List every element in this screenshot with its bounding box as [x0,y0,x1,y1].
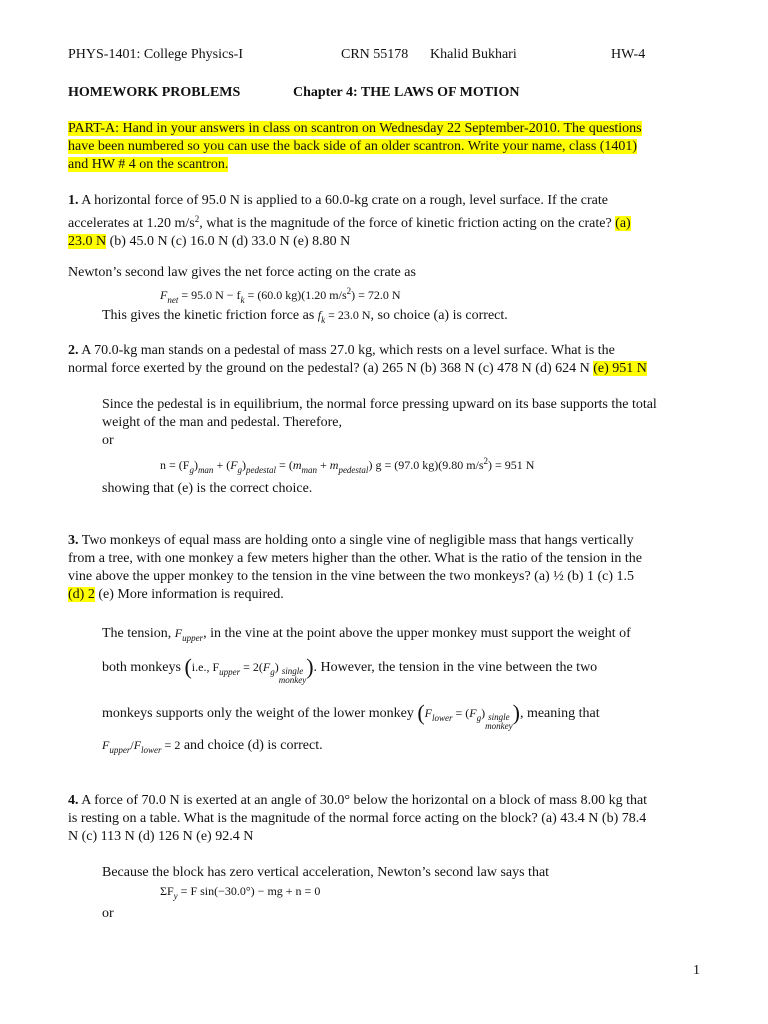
solution-text: monkeys supports only the weight of the lower monkey ($F_{lower} = (F_g)$ single monkey), meaning that [102,700,600,731]
part-a-instructions [68,120,708,174]
solution-text: This gives the kinetic friction force as $f_k = 23.0$ N, so choice (a) is correct. [102,308,508,325]
answer-highlight: (e) 951 N [593,361,647,376]
instructor-name: Khalid Bukhari [430,47,517,62]
answer-highlight: (a) [615,216,631,231]
question-number: 3. [68,533,79,548]
solution-text: Since the pedestal is in equilibrium, the normal force pressing upward on its base supports the total weight of the man and pedestal. Therefore, or [102,397,657,448]
crn: CRN 55178 [341,47,409,62]
question-number: 2. [68,343,79,358]
part-a-line: PART-A: Hand in your answers in class on scantron on Wednesday 22 September-2010. The questions [68,121,642,136]
solution-text: Newton’s second law gives the net force acting on the crate as [68,265,416,280]
solution-text: The tension, $F_{upper}$, in the vine at the point above the upper monkey must support the weight of [102,626,631,643]
equation: $F_{net} = 95.0$ $N - f_k = (60.0$ kg)(1.20 $m/s^2) = 72.0$ N [160,286,401,305]
part-a-line: and HW # 4 on the scantron. [68,157,229,172]
answer-highlight: 23.0 N [68,234,107,249]
question-number: 1. [68,193,79,208]
question-1: 1. A horizontal force of 95.0 N is applied to a 60.0-kg crate on a rough, level surface. If the crate accelerates at 1.20 $m/s^2$, what is the magnitude of the force of kinetic friction acting on the crate? (a) 23.0 N (b) 45.0 N (c) 16.0 N (d) 33.0 N (e) 8.80 N [68,193,631,249]
question-4: 4. A force of 70.0 N is exerted at an angle of 30.0° below the horizontal on a block of mass 8.00 kg that is resting on a table. What is the magnitude of the normal force acting on the block? (a) 43.4 N (b) 78.4 N (c) 113 N (d) 126 N (e) 92.4 N [68,793,648,844]
hw-number: HW-4 [611,47,646,62]
question-3: 3. Two monkeys of equal mass are holding onto a single vine of negligible mass that hangs vertically from a tree, with one monkey a few meters higher than the other. What is the ratio of the tension in the vine above the upper monkey to the tension in the vine between the two monkeys? (a) ½ (b) 1 (c) 1.5 (d) 2 (e) More information is required. [68,533,642,602]
solution-text: $F_{upper}/F_{lower} = 2$ and choice (d) is correct. [102,738,323,755]
equation: $\Sigma F_y = F$ sin(−30.0°) − mg + n = 0 [160,884,321,901]
answer-highlight: (d) 2 [68,587,95,602]
equation: $n = (F_g)_{man} + (F_g)_{pedestal} = (m_{man} + m_{pedestal}) g = (97.0$ kg)(9.80 $m/s^2) = 951$ N [160,456,535,475]
course-code: PHYS-1401: College Physics-I [68,47,243,62]
solution-text: showing that (e) is the correct choice. [102,481,313,496]
page-number: 1 [693,963,700,978]
solution-text: or [102,906,114,921]
page-title: HOMEWORK PROBLEMS [68,85,241,100]
question-number: 4. [68,793,79,808]
part-a-line: have been numbered so you can use the back side of an older scantron. Write your name, class (1401) [68,139,638,154]
solution-text: both monkeys (i.e., $F_{upper} = 2(F_g)$ single monkey). However, the tension in the vine between the two [102,654,598,685]
chapter-title: Chapter 4: THE LAWS OF MOTION [293,85,520,100]
question-2: 2. A 70.0-kg man stands on a pedestal of mass 27.0 kg, which rests on a level surface. What is the normal force exerted by the ground on the pedestal? (a) 265 N (b) 368 N (c) 478 N (d) 624 N (e) 951 N [68,343,647,376]
solution-text: Because the block has zero vertical acceleration, Newton’s second law says that [102,865,550,880]
